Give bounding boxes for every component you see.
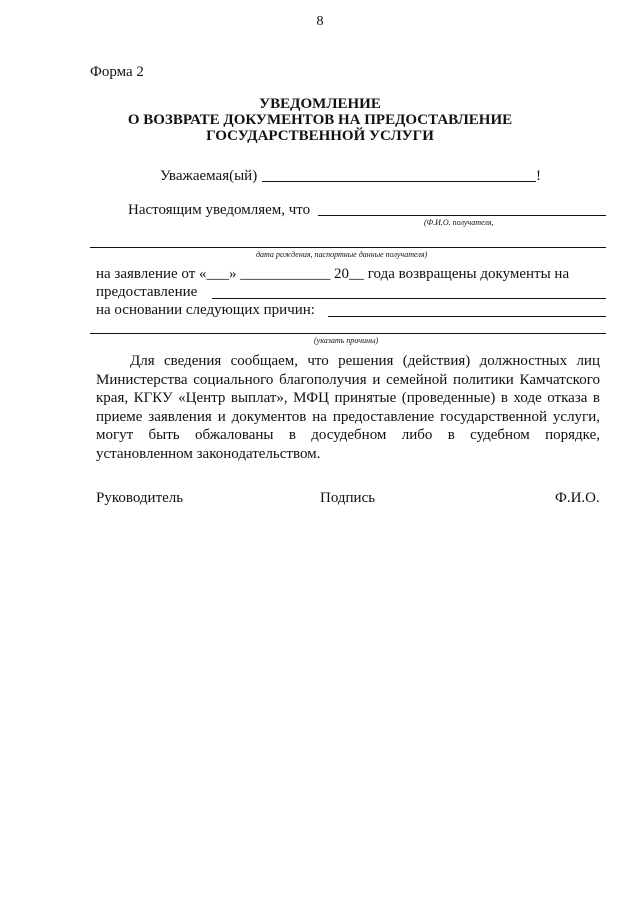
reasons-field[interactable] — [328, 316, 606, 317]
page-number: 8 — [316, 14, 324, 29]
heading-line-3: ГОСУДАРСТВЕННОЙ УСЛУГИ — [206, 128, 434, 144]
heading-line-2: О ВОЗВРАТЕ ДОКУМЕНТОВ НА ПРЕДОСТАВЛЕНИЕ — [127, 112, 513, 128]
recipient-fio-field[interactable] — [318, 215, 606, 216]
signature-sign-label: Подпись — [320, 490, 376, 506]
caption-birth-passport: дата рождения, паспортные данные получателя) — [256, 250, 428, 259]
greeting-exclamation: ! — [536, 168, 541, 184]
heading-line-1: УВЕДОМЛЕНИЕ — [259, 96, 381, 112]
return-statement: на заявление от «___» ____________ 20__ года возвращены документы на — [96, 266, 570, 282]
caption-reasons: (указать причины) — [314, 336, 379, 345]
form-label: Форма 2 — [90, 64, 144, 80]
document-heading — [0, 96, 640, 144]
signature-head-label: Руководитель — [96, 490, 184, 506]
provision-field[interactable] — [212, 298, 606, 299]
recipient-name-field[interactable] — [262, 181, 536, 182]
reasons-label: на основании следующих причин: — [96, 302, 315, 318]
info-paragraph: Для сведения сообщаем, что решения (действия) должностных лиц Министерства социального благополучия и семейной политики Камчатского края, КГКУ «Центр выплат», МФЦ принятые (проведенные) в ходе отказа в приеме заявления и документов на предоставление государственной услуги, могут быть обжалованы в досудебном либо в судебном порядке, установленном законодательством. — [96, 353, 600, 462]
caption-recipient: (Ф.И.О. получателя, — [424, 218, 494, 227]
reasons-field-2[interactable] — [90, 333, 606, 334]
signature-fio-label: Ф.И.О. — [555, 490, 600, 506]
greeting-label: Уважаемая(ый) — [160, 168, 258, 184]
notify-label: Настоящим уведомляем, что — [128, 202, 311, 218]
recipient-details-field[interactable] — [90, 247, 606, 248]
provision-label: предоставление — [96, 284, 198, 300]
